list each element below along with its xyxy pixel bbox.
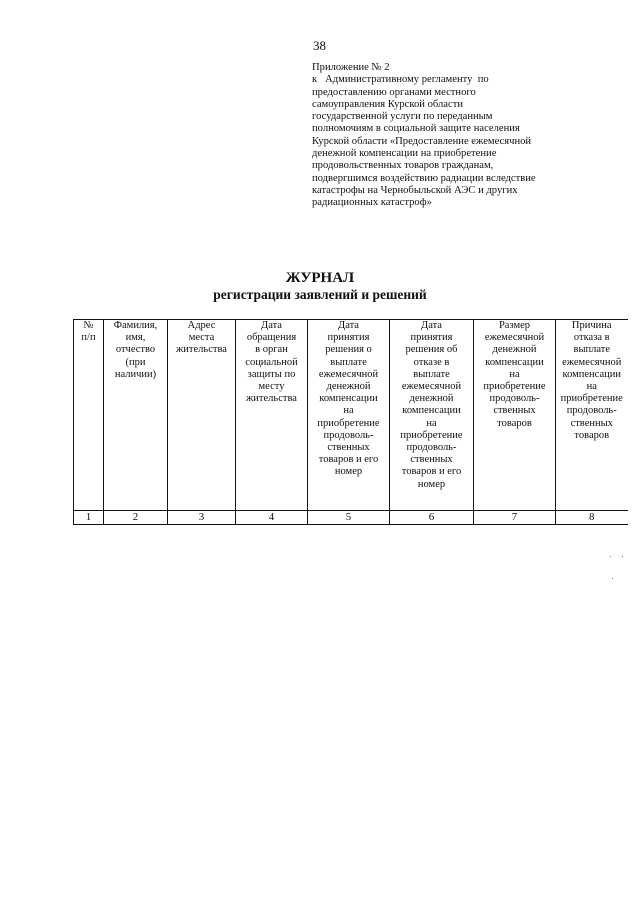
column-header-line: принятия [327,332,370,344]
column-number: 1 [74,511,104,525]
column-header-line: месту [258,381,285,393]
column-header-line: на [426,417,437,429]
column-header-line: на [343,405,354,417]
appendix-line: полномочиям в социальной защите населения [312,123,520,135]
column-header [168,320,236,511]
column-header-line: номер [334,466,363,478]
column-header-line: Причина [571,320,612,331]
appendix-line: самоуправления Курской области [312,98,464,110]
scan-speck [610,556,611,557]
column-header-line: Размер [498,320,531,331]
column-header-line: Дата [261,320,282,331]
appendix-line: к Административному регламенту по [312,74,489,86]
appendix-line: радиационных катастроф» [312,197,432,209]
column-header [308,320,390,511]
column-header-line: товаров и его [318,454,379,466]
column-header-line: денежной [326,381,371,393]
column-header-line: товаров [574,429,610,441]
column-header-line: ежемесячной [484,332,545,344]
journal-subtitle: регистрации заявлений и решений [213,287,427,302]
column-number: 8 [556,511,628,525]
column-header-line: в орган [255,344,288,356]
journal-title: ЖУРНАЛ [285,270,355,286]
column-header-line: ственных [493,405,536,417]
column-header-line: отказа в [573,332,610,344]
column-number: 5 [308,511,390,525]
column-number: 7 [474,511,556,525]
appendix-line: государственной услуги по переданным [312,111,493,123]
column-number: 6 [390,511,474,525]
column-header-line: ственных [327,442,370,454]
column-header-line: на [586,381,597,393]
column-header-line: продоволь- [489,393,540,405]
column-header-line: выплате [573,344,610,356]
column-header-line: решения о [325,344,372,356]
column-header [390,320,474,511]
appendix-line: подвергшимся воздействию радиации вследствие [312,172,536,184]
scan-speck [612,578,613,579]
column-header-line: Дата [421,320,442,331]
column-header-line: компенсации [485,356,544,368]
column-number-row [74,511,628,525]
column-header [236,320,308,511]
column-header-line: Дата [338,320,359,331]
column-header-line: имя, [125,332,146,344]
column-header-line: решения об [405,344,458,356]
column-header-line: товаров и его [401,466,462,478]
column-header-line: компенсации [402,405,461,417]
appendix-line: Курской области «Предоставление ежемесячной [312,135,532,147]
column-header-line: места [188,332,215,344]
column-header-line: денежной [409,393,454,405]
column-header-line: ственных [570,417,613,429]
column-header-line: товаров [497,417,532,429]
column-header-line: отказе в [413,356,450,368]
appendix-line: продовольственных товаров гражданам, [312,160,494,172]
column-header-line: защиты по [247,368,296,380]
table-header-row [74,320,628,511]
column-number: 3 [168,511,236,525]
column-header-line: ежемесячной [401,381,462,393]
column-number: 4 [236,511,308,525]
column-header-line: п/п [81,332,96,344]
column-header-line: ежемесячной [562,356,622,368]
column-header [104,320,168,511]
column-header-line: Фамилия, [113,320,158,331]
column-header-line: продоволь- [323,429,374,441]
column-header-line: приобретение [400,429,463,441]
column-header-line: ственных [410,454,453,466]
column-header-line: наличии) [114,368,157,380]
registration-journal-table [73,319,628,525]
column-header-line: Адрес [187,320,216,331]
column-header-line: компенсации [319,393,378,405]
appendix-line: Приложение № 2 [312,62,390,73]
column-header [474,320,556,511]
column-header-line: жительства [176,344,227,356]
column-header-line: номер [417,478,446,490]
column-header-line: приобретение [483,381,546,393]
column-header-line: жительства [246,393,297,405]
column-header-line: приобретение [317,417,380,429]
column-number: 2 [104,511,168,525]
appendix-line: предоставлению органами местного [312,86,476,98]
column-header-line: продоволь- [406,442,457,454]
column-header-line: на [509,368,520,380]
column-header-line: продоволь- [566,405,617,417]
column-header [74,320,104,511]
page-number: 38 [313,38,326,53]
appendix-line: катастрофы на Чернобыльской АЭС и других [312,184,518,196]
column-header-line: № [83,320,94,331]
column-header-line: приобретение [560,393,623,405]
column-header-line: отчество [115,344,156,356]
appendix-line: денежной компенсации на приобретение [312,148,497,160]
scan-speck [622,556,623,557]
column-header-line: социальной [245,356,298,368]
column-header [556,320,628,511]
appendix-note [312,62,580,210]
column-header-line: ежемесячной [318,368,379,380]
column-header-line: (при [125,356,146,368]
column-header-line: обращения [246,332,297,344]
column-header-line: денежной [492,344,537,356]
column-header-line: выплате [330,356,367,368]
column-header-line: выплате [413,368,450,380]
column-header-line: принятия [410,332,453,344]
column-header-line: компенсации [562,368,621,380]
